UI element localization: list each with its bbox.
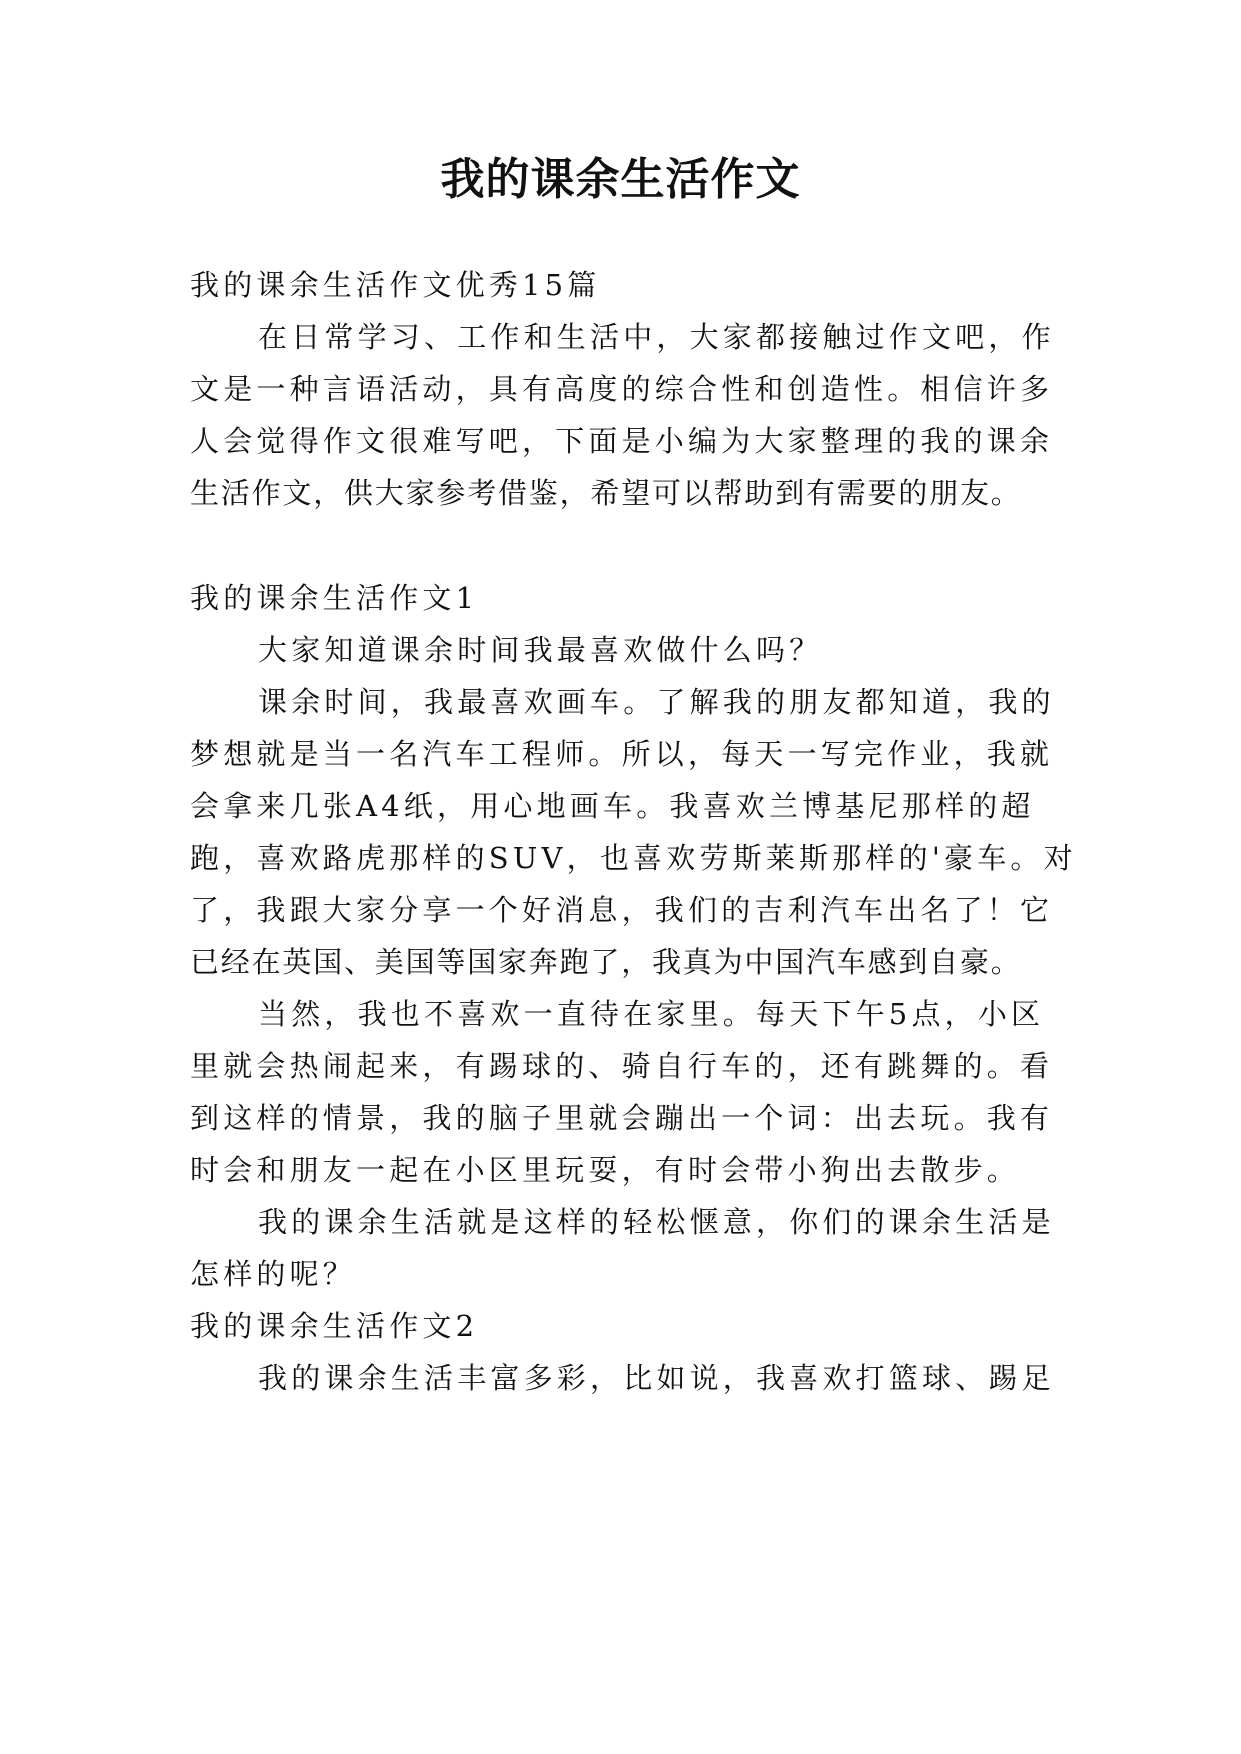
section-heading-2: 我的课余生活作文2: [190, 1309, 479, 1343]
document-title: 我的课余生活作文: [440, 154, 801, 205]
essay1-line-2: 课余时间，我最喜欢画车。了解我的朋友都知道，我的: [258, 685, 1055, 719]
essay1-line-12: 我的课余生活就是这样的轻松惬意，你们的课余生活是: [258, 1205, 1055, 1239]
intro-line-1: 在日常学习、工作和生活中，大家都接触过作文吧，作: [258, 320, 1055, 354]
subtitle-line: 我的课余生活作文优秀15篇: [190, 268, 601, 302]
essay1-line-3: 梦想就是当一名汽车工程师。所以，每天一写完作业，我就: [190, 737, 1054, 771]
section-heading-1: 我的课余生活作文1: [190, 581, 479, 615]
essay1-line-13: 怎样的呢？: [190, 1257, 357, 1291]
intro-line-4: 生活作文，供大家参考借鉴，希望可以帮助到有需要的朋友。: [190, 476, 1022, 510]
essay1-line-1: 大家知道课余时间我最喜欢做什么吗？: [258, 633, 823, 667]
intro-line-2: 文是一种言语活动，具有高度的综合性和创造性。相信许多: [190, 372, 1054, 406]
essay1-line-4: 会拿来几张A4纸，用心地画车。我喜欢兰博基尼那样的超: [190, 789, 1035, 823]
essay2-line-1: 我的课余生活丰富多彩，比如说，我喜欢打篮球、踢足: [258, 1361, 1055, 1395]
essay1-line-10: 到这样的情景，我的脑子里就会蹦出一个词：出去玩。我有: [190, 1101, 1054, 1135]
essay1-line-6: 了，我跟大家分享一个好消息，我们的吉利汽车出名了！它: [190, 893, 1054, 927]
intro-line-3: 人会觉得作文很难写吧，下面是小编为大家整理的我的课余: [190, 424, 1054, 458]
essay1-line-7: 已经在英国、美国等国家奔跑了，我真为中国汽车感到自豪。: [190, 945, 1022, 979]
essay1-line-8: 当然，我也不喜欢一直待在家里。每天下午5点，小区: [258, 997, 1045, 1031]
essay1-line-5: 跑，喜欢路虎那样的SUV，也喜欢劳斯莱斯那样的'豪车。对: [190, 841, 1077, 875]
essay1-line-9: 里就会热闹起来，有踢球的、骑自行车的，还有跳舞的。看: [190, 1049, 1054, 1083]
essay1-line-11: 时会和朋友一起在小区里玩耍，有时会带小狗出去散步。: [190, 1153, 1021, 1187]
